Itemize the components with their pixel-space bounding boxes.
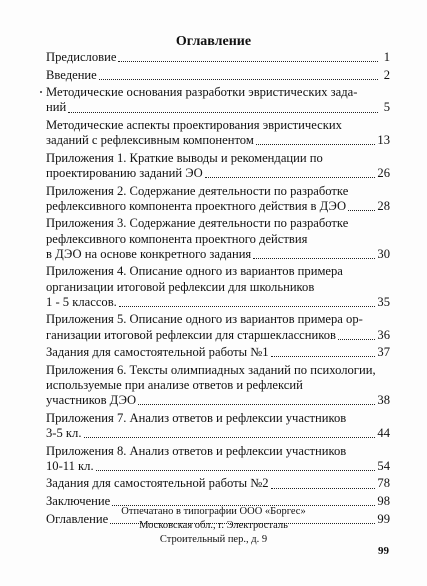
toc-entry-title: рефлексивного компонента проектного действия в ДЭО xyxy=(46,198,347,213)
toc-entry xyxy=(46,363,390,409)
dot-mark xyxy=(40,91,42,93)
toc-page-number: 98 xyxy=(377,493,390,508)
toc-entry-line: рефлексивного компонента проектного действия xyxy=(46,231,308,246)
toc-entry-line: организации итоговой рефлексии для школьников xyxy=(46,279,315,294)
toc-entry xyxy=(46,312,390,342)
toc-entry xyxy=(46,345,390,360)
imprint-line-2: Московская обл., г. Электросталь xyxy=(139,520,288,531)
toc-entry-line: Приложения 8. Анализ ответов и рефлексии участников xyxy=(46,443,347,458)
toc-entry xyxy=(46,216,390,262)
dot-leader xyxy=(271,356,376,357)
toc-entry-title: ний xyxy=(46,100,67,115)
dot-leader xyxy=(253,258,375,259)
dot-leader xyxy=(84,437,376,438)
toc-entry xyxy=(46,85,390,115)
table-of-contents xyxy=(46,50,390,529)
toc-page-number: 5 xyxy=(383,100,390,115)
toc-entry-title: в ДЭО на основе конкретного задания xyxy=(46,246,252,261)
toc-page-number: 26 xyxy=(377,165,390,180)
dot-leader xyxy=(256,144,376,145)
toc-page-number: 1 xyxy=(383,50,390,64)
toc-page-number: 36 xyxy=(377,327,390,342)
toc-entry-last-line xyxy=(46,247,390,262)
toc-page-number: 54 xyxy=(377,458,390,473)
toc-entry-last-line xyxy=(46,50,390,65)
toc-entry xyxy=(46,411,390,441)
toc-entry-line: Приложения 2. Содержание деятельности по разработке xyxy=(46,183,349,198)
toc-entry-line: используемые при анализе ответов и рефлексий xyxy=(46,377,303,392)
toc-entry-last-line xyxy=(46,426,390,441)
toc-entry-last-line xyxy=(46,166,390,181)
toc-entry xyxy=(46,184,390,214)
toc-page-number: 38 xyxy=(377,393,390,408)
toc-entry-title: Заключение xyxy=(46,493,111,508)
toc-page-number: 30 xyxy=(377,246,390,261)
dot-leader xyxy=(348,210,375,211)
toc-entry xyxy=(46,118,390,148)
dot-leader xyxy=(68,112,378,113)
toc-entry-line: Методические основания разработки эвристических зада- xyxy=(46,85,358,100)
page-number: 99 xyxy=(378,545,389,557)
toc-entry xyxy=(46,68,390,83)
toc-entry-title: 3-5 кл. xyxy=(46,425,82,440)
imprint xyxy=(0,505,427,547)
toc-entry-last-line xyxy=(46,133,390,148)
toc-entry-last-line xyxy=(46,100,390,115)
dot-leader xyxy=(99,79,378,80)
toc-entry-last-line xyxy=(46,393,390,408)
toc-page-number: 13 xyxy=(377,133,390,148)
dot-leader xyxy=(205,177,376,178)
toc-entry-line: Приложения 7. Анализ ответов и рефлексии участников xyxy=(46,410,347,425)
toc-entry-last-line xyxy=(46,68,390,83)
toc-page-number: 44 xyxy=(377,425,390,440)
toc-entry-title: Введение xyxy=(46,67,97,82)
toc-page-number: 28 xyxy=(377,198,390,213)
toc-entry xyxy=(46,264,390,310)
toc-page-number: 2 xyxy=(383,67,390,82)
toc-entry-last-line xyxy=(46,476,390,491)
toc-entry-last-line xyxy=(46,345,390,360)
toc-page-number: 35 xyxy=(377,294,390,309)
toc-page-number: 37 xyxy=(377,345,390,360)
toc-entry-title: заданий с рефлексивным компонентом xyxy=(46,133,254,148)
toc-entry xyxy=(46,50,390,65)
toc-entry-line: Методические аспекты проектирования эвристических xyxy=(46,117,342,132)
dot-leader xyxy=(119,306,376,307)
dot-leader xyxy=(338,339,375,340)
toc-entry-line: Приложения 6. Тексты олимпиадных заданий по психологии, xyxy=(46,362,376,377)
toc-entry-title: Предисловие xyxy=(46,50,117,64)
dot-leader xyxy=(96,470,376,471)
toc-page-number: 78 xyxy=(377,476,390,491)
toc-entry-last-line xyxy=(46,199,390,214)
toc-entry-title: Оглавление xyxy=(46,511,109,526)
toc-entry xyxy=(46,476,390,491)
toc-entry-title: проектированию заданий ЭО xyxy=(46,165,203,180)
dot-leader xyxy=(271,488,376,489)
toc-entry-line: Приложения 5. Описание одного из вариантов примера ор- xyxy=(46,312,363,327)
toc-entry xyxy=(46,444,390,474)
toc-entry-line: Приложения 4. Описание одного из вариантов примера xyxy=(46,264,343,279)
toc-entry-line: Приложения 1. Краткие выводы и рекомендации по xyxy=(46,150,323,165)
toc-entry-last-line xyxy=(46,459,390,474)
dot-leader xyxy=(118,61,378,62)
imprint-line-1: Отпечатано в типографии ООО «Боргес» xyxy=(121,506,306,517)
toc-page-number: 99 xyxy=(377,511,390,526)
toc-entry xyxy=(46,151,390,181)
dot-leader xyxy=(138,404,375,405)
toc-entry-title: ганизации итоговой рефлексии для старшеклассников xyxy=(46,327,336,342)
toc-entry-title: 1 - 5 классов. xyxy=(46,294,117,309)
toc-entry-title: 10-11 кл. xyxy=(46,458,94,473)
toc-entry-line: Приложения 3. Содержание деятельности по разработке xyxy=(46,216,349,231)
toc-entry-title: Задания для самостоятельной работы №1 xyxy=(46,345,269,360)
toc-entry-last-line xyxy=(46,295,390,310)
toc-entry-last-line xyxy=(46,328,390,343)
imprint-line-3: Строительный пер., д. 9 xyxy=(159,534,268,545)
toc-heading: Оглавление xyxy=(175,34,252,49)
toc-entry-title: Задания для самостоятельной работы №2 xyxy=(46,476,269,491)
toc-entry-title: участников ДЭО xyxy=(46,393,137,408)
